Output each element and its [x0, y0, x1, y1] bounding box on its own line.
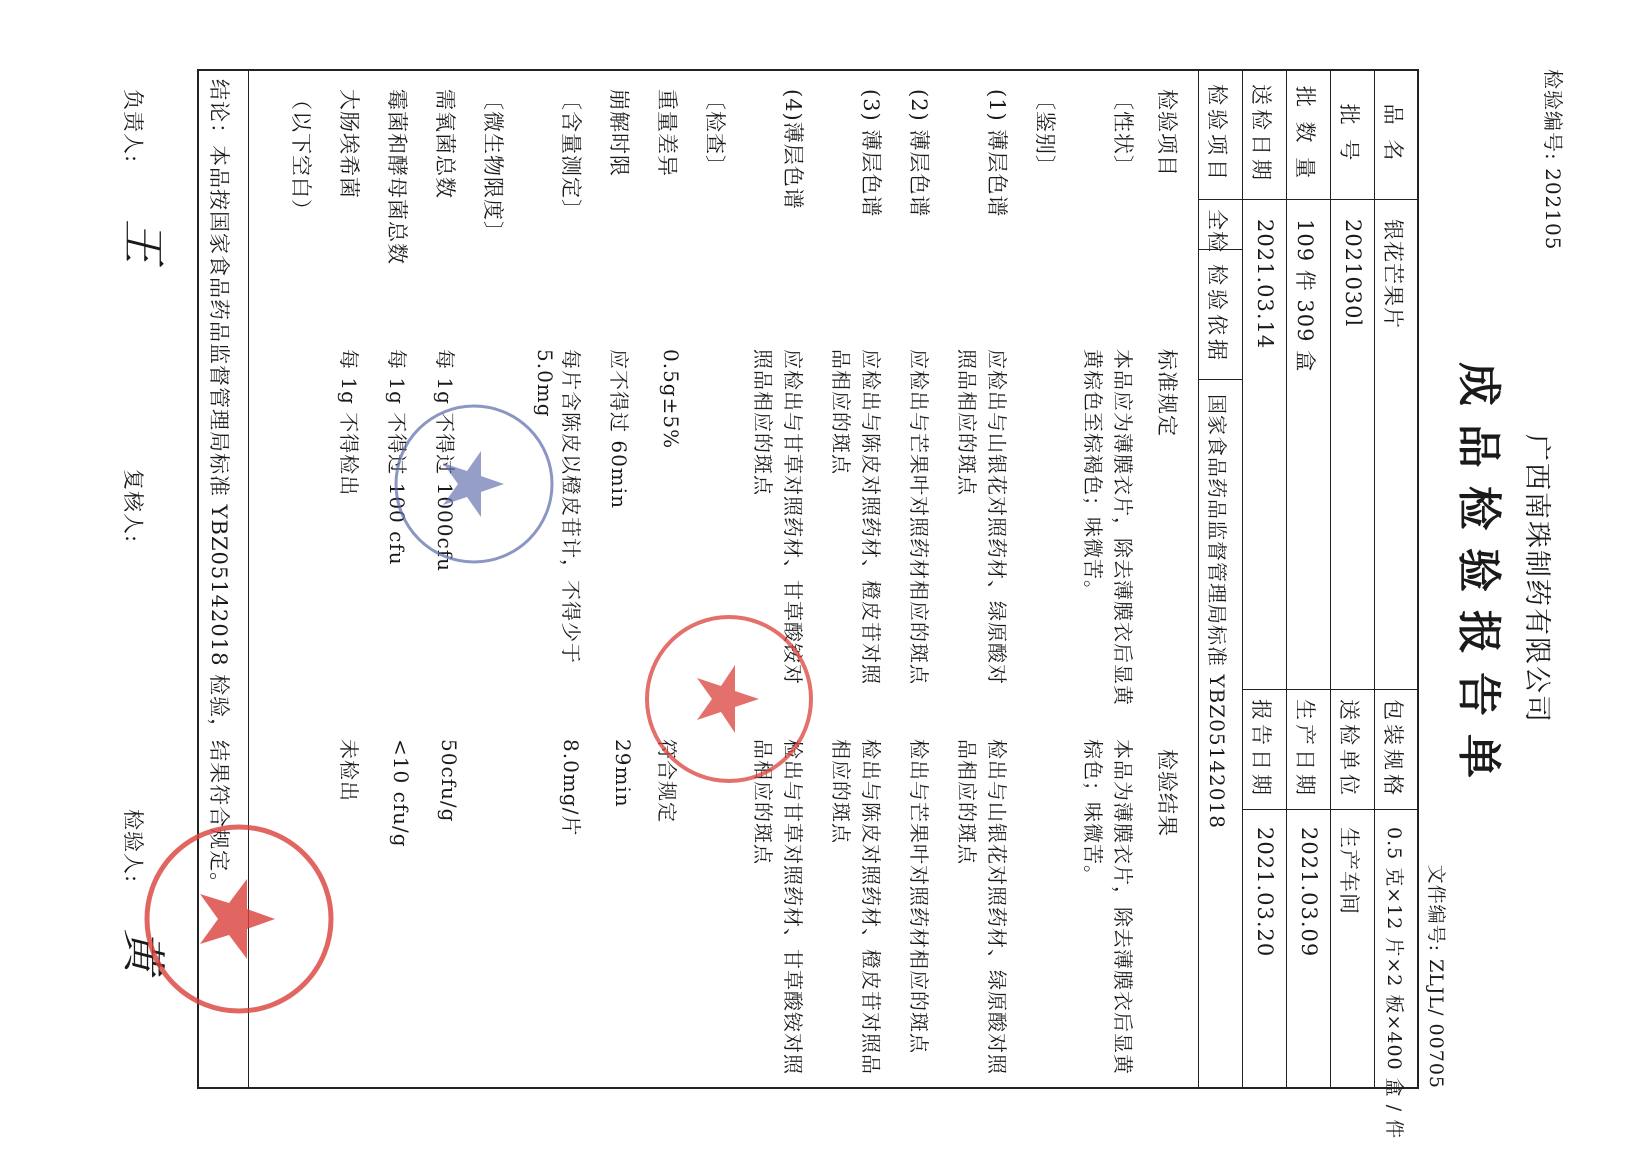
- row-item: (2) 薄层色谱: [907, 89, 931, 218]
- row-result: 检出与陈皮对照药材、橙皮苷对照品: [859, 739, 883, 1075]
- col-result-header: 检验结果: [1155, 749, 1179, 837]
- row-item: 〔性状〕: [1111, 89, 1135, 177]
- row-item: (3) 薄层色谱: [859, 89, 883, 218]
- row-result: 未检出: [337, 739, 361, 802]
- qty-label: 批 数 量: [1293, 85, 1317, 183]
- product-name-label: 品 名: [1381, 103, 1405, 165]
- row-result: 50cfu/g: [437, 739, 461, 823]
- row-result: 品相应的斑点: [751, 739, 775, 865]
- report-date-label: 报告日期: [1249, 699, 1273, 799]
- stamp-quality-red: [639, 609, 819, 789]
- grid-line: [1374, 69, 1375, 1089]
- row-result: 棕色；味微苦。: [1081, 739, 1105, 886]
- row-item: (1) 薄层色谱: [985, 89, 1009, 218]
- row-item: 需氧菌总数: [433, 89, 457, 199]
- row-item: 〔检查〕: [703, 89, 727, 177]
- row-item: 崩解时限: [607, 89, 631, 177]
- report-date: 2021.03.20: [1253, 827, 1277, 958]
- row-result: 本品为薄膜衣片，除去薄膜衣后显黄: [1111, 739, 1135, 1075]
- item: 全检: [1205, 209, 1229, 253]
- grid-line: [1243, 809, 1419, 810]
- package: 0.5 克×12 片×2 板×400 盒 / 件: [1383, 827, 1405, 1140]
- grid-line: [1198, 69, 1199, 1089]
- row-result: <10 cfu/g: [389, 739, 413, 848]
- col-standard-header: 标准规定: [1155, 349, 1179, 437]
- row-result: 8.0mg/片: [559, 739, 583, 837]
- responsible-label: 负责人:: [121, 89, 145, 164]
- inspector-label: 检验人:: [121, 809, 145, 884]
- prod-date: 2021.03.09: [1297, 827, 1321, 958]
- row-item: 〔含量测定〕: [559, 89, 583, 221]
- row-result: 符合规定: [655, 739, 679, 823]
- row-standard: 照品相应的斑点: [751, 349, 775, 496]
- grid-line: [1199, 379, 1243, 380]
- dept-label: 送检单位: [1337, 699, 1361, 799]
- row-result: 检出与甘草对照药材、甘草酸铵对照: [781, 739, 805, 1075]
- grid-line: [1286, 69, 1287, 1089]
- row-item: 〔鉴别〕: [1033, 89, 1057, 177]
- report-no: 检验编号: 202105: [1541, 69, 1565, 251]
- row-standard: 每 1g 不得检出: [337, 349, 361, 497]
- report-title: 成品检验报告单: [1453, 362, 1504, 796]
- row-result: 相应的斑点: [829, 739, 853, 844]
- report-document: [59, 49, 1579, 1140]
- row-standard: 本品应为薄膜衣片，除去薄膜衣后显黄: [1111, 349, 1135, 706]
- grid-line: [1330, 69, 1331, 1089]
- responsible-signature: 王: [117, 219, 168, 263]
- batch-label: 批 号: [1337, 103, 1361, 165]
- row-item: 霉菌和酵母菌总数: [385, 89, 409, 265]
- row-standard: 应检出与山银花对照药材、绿原酸对: [985, 349, 1009, 685]
- table-border-top: [1417, 69, 1419, 1089]
- row-standard: 应不得过 60min: [607, 349, 631, 510]
- prod-date-label: 生产日期: [1293, 699, 1317, 799]
- grid-line: [1242, 69, 1243, 1089]
- row-item: （以下空白）: [289, 89, 313, 221]
- row-standard: 应检出与芒果叶对照药材相应的斑点: [907, 349, 931, 685]
- col-item-header: 检验项目: [1155, 89, 1179, 177]
- dept: 生产车间: [1337, 827, 1361, 915]
- row-result: 检出与山银花对照药材、绿原酸对照: [985, 739, 1009, 1075]
- reviewer-label: 复核人:: [121, 469, 145, 544]
- stamp-inspection-blue: [389, 399, 559, 569]
- item-label: 检验项目: [1205, 84, 1229, 184]
- table-border-left: [197, 69, 1419, 71]
- stamp-company-red: [139, 819, 339, 1019]
- basis: 国家食品药品监督管理局标准 YBZ05142018: [1205, 394, 1229, 829]
- row-standard: 5.0mg: [533, 349, 557, 418]
- row-result: 品相应的斑点: [955, 739, 979, 865]
- table-border-right: [197, 1087, 1419, 1089]
- row-item: 重量差异: [655, 89, 679, 177]
- row-standard: 0.5g±5%: [659, 349, 683, 450]
- row-item: 〔微生物限度〕: [481, 89, 505, 243]
- row-result: 检出与芒果叶对照药材相应的斑点: [907, 739, 931, 1054]
- row-item: (4)薄层色谱: [781, 89, 805, 210]
- row-standard: 应检出与甘草对照药材、甘草酸铵对: [781, 349, 805, 685]
- batch: 2021030l: [1341, 219, 1365, 328]
- qty: 109 件 309 盒: [1293, 219, 1317, 373]
- file-no: 文件编号: ZLJL/ 00705: [1425, 864, 1447, 1089]
- row-standard: 品相应的斑点: [829, 349, 853, 475]
- package-label: 包装规格: [1381, 699, 1405, 799]
- row-standard: 黄棕色至棕褐色；味微苦。: [1081, 349, 1105, 601]
- row-standard: 每片含陈皮以橙皮苷计，不得少于: [559, 349, 583, 664]
- submit-date-label: 送检日期: [1249, 84, 1273, 184]
- inspector-signature: 黄: [117, 929, 168, 973]
- row-standard: 每 1g 不得过 1000cfu: [433, 349, 457, 572]
- row-standard: 应检出与陈皮对照药材、橙皮苷对照: [859, 349, 883, 685]
- company-name: 广西南珠制药有限公司: [1521, 434, 1552, 724]
- row-standard: 照品相应的斑点: [955, 349, 979, 496]
- row-standard: 每 1g 不得过 100 cfu: [385, 349, 409, 566]
- product-name: 银花芒果片: [1381, 219, 1405, 329]
- submit-date: 2021.03.14: [1253, 219, 1277, 350]
- grid-line: [1243, 689, 1419, 690]
- row-result: 29min: [611, 739, 635, 808]
- basis-label: 检验依据: [1205, 264, 1229, 364]
- conclusion: 结论：本品按国家食品药品监督管理局标准 YBZ05142018 检验，结果符合规定。: [207, 79, 231, 895]
- grid-line: [1199, 199, 1419, 200]
- row-item: 大肠埃希菌: [337, 89, 361, 199]
